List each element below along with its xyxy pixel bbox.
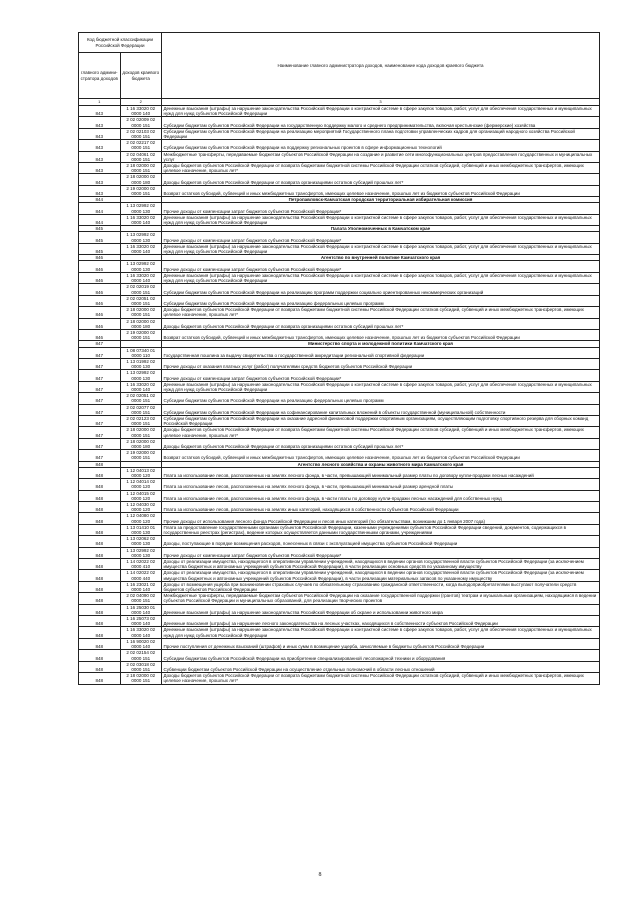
table-row <box>79 151 600 162</box>
table-row <box>79 272 600 283</box>
revenue-name-cell: Денежные взыскания (штрафы) за нарушение законодательства Российской Федерации о контрактной системе в сфере закупок товаров, работ, услуг для обеспечения государственных и муниципальных нужд для нужд субъектов Российской Федерации <box>162 272 600 283</box>
revenue-name-cell: Доходы от возмещения ущерба при возникновении страховых случаев по обязательному страхованию гражданской ответственности, когда выгодоприобретателями выступают получатели средств бюджетов субъектов Российской Федерации <box>162 581 600 592</box>
revenue-name-cell: Доходы от реализации имущества, находящегося в оперативном управлении учреждений, находящихся в ведении органов государственной власти субъектов Российской Федерации (за исключением имущества бюджетных и автономных учреждений субъектов Российской Федерации), в части реализации материальных запасов по указанному имуществу <box>162 570 600 581</box>
admin-code-cell: 847 <box>79 438 121 449</box>
revenue-name-cell: Субсидии бюджетам субъектов Российской Федерации на реализацию федеральных целевых программ <box>162 393 600 404</box>
revenue-name-cell: Плата за использование лесов, расположенных на землях лесного фонда, в части, превышающей минимальный размер арендной платы <box>162 479 600 490</box>
table-row <box>79 524 600 535</box>
revenue-name-cell: Плата за использование лесов, расположенных на землях лесного фонда, в части платы по договору купли-продажи лесных насаждений для собственных нужд <box>162 490 600 501</box>
revenue-code-cell: 1 13 02992 02 0000 130 <box>120 370 162 381</box>
table-row <box>79 214 600 225</box>
revenue-code-cell: 1 13 02992 02 0000 130 <box>120 261 162 272</box>
table-row <box>79 415 600 426</box>
revenue-name-cell: Денежные взыскания (штрафы) за нарушение законодательства Российской Федерации о контрактной системе в сфере закупок товаров, работ, услуг для обеспечения государственных и муниципальных нужд для нужд субъектов Российской Федерации <box>162 243 600 254</box>
revenue-name-cell: Денежные взыскания (штрафы) за нарушение лесного законодательства на лесных участках, находящихся в собственности субъектов Российской Федерации <box>162 616 600 627</box>
column-index: 1 <box>79 99 121 106</box>
table-row <box>79 502 600 513</box>
revenue-name-cell: Возврат остатков субсидий, субвенций и иных межбюджетных трансфертов, имеющих целевое назначение, прошлых лет из бюджетов субъектов Российской Федерации <box>162 450 600 461</box>
revenue-code-cell: 2 19 02000 02 0000 151 <box>120 329 162 340</box>
admin-code-cell: 843 <box>79 174 121 185</box>
admin-code-cell: 848 <box>79 559 121 570</box>
revenue-name-cell: Денежные взыскания (штрафы) за нарушение законодательства Российской Федерации о контрактной системе в сфере закупок товаров, работ, услуг для обеспечения государственных и муниципальных нужд для нужд субъектов Российской Федерации <box>162 214 600 225</box>
revenue-name-cell: Прочие доходы от компенсации затрат бюджетов субъектов Российской Федерации* <box>162 203 600 214</box>
revenue-name-cell: Межбюджетные трансферты, передаваемые бюджетам субъектов Российской Федерации на оказание государственной поддержки (грантов) театрам и музыкальным организациям, находящимся в ведении субъектов Российской Федерации и муниципальных образований, для реализации творческих проектов <box>162 593 600 604</box>
admin-code-cell: 846 <box>79 329 121 340</box>
admin-code-cell: 847 <box>79 358 121 369</box>
revenue-name-cell: Прочие доходы от компенсации затрат бюджетов субъектов Российской Федерации* <box>162 370 600 381</box>
table-row <box>79 140 600 151</box>
revenue-code-cell: 2 18 02000 02 0000 180 <box>120 438 162 449</box>
revenue-code-cell: 1 12 04080 02 0000 120 <box>120 513 162 524</box>
revenue-name-cell: Петропавловск-Камчатская городская территориальная избирательная комиссия <box>162 197 600 203</box>
admin-code-cell: 848 <box>79 593 121 604</box>
revenue-name-cell: Прочие доходы от компенсации затрат бюджетов субъектов Российской Федерации* <box>162 232 600 243</box>
revenue-code-cell: 2 02 04090 02 0000 151 <box>120 593 162 604</box>
admin-code-cell: 847 <box>79 393 121 404</box>
revenue-name-cell: Субсидии бюджетам субъектов Российской Федерации на реализацию программ поддержки социально ориентированных некоммерческих организаций <box>162 284 600 295</box>
revenue-code-cell: 2 02 02051 02 0000 151 <box>120 393 162 404</box>
admin-code-cell: 848 <box>79 616 121 627</box>
admin-code-cell: 843 <box>79 151 121 162</box>
revenue-code-cell: 2 02 04061 02 0000 151 <box>120 151 162 162</box>
revenue-code-cell: 2 18 02000 02 0000 180 <box>120 174 162 185</box>
revenue-code-cell: 1 12 04013 02 0000 120 <box>120 467 162 478</box>
admin-code-cell: 843 <box>79 163 121 174</box>
table-row <box>79 570 600 581</box>
admin-code-cell: 848 <box>79 490 121 501</box>
revenue-code-cell: 1 13 02992 02 0000 130 <box>120 232 162 243</box>
admin-code-cell: 848 <box>79 661 121 672</box>
admin-code-cell: 846 <box>79 284 121 295</box>
table-row <box>79 650 600 661</box>
revenue-name-cell: Агентство лесного хозяйства и охраны животного мира Камчатского края <box>162 461 600 467</box>
revenue-name-cell: Прочие доходы от использования лесного фонда Российской Федерации и лесов иных категорий (по обязательствам, возникшим до 1 января 2007 года) <box>162 513 600 524</box>
admin-code-cell: 845 <box>79 226 121 232</box>
admin-code-cell: 845 <box>79 232 121 243</box>
revenue-name-cell: Доходы бюджетов субъектов Российской Федерации от возврата бюджетами бюджетной системы Российской Федерации остатков субсидий, субвенций и иных межбюджетных трансфертов, имеющих целевое назначение, прошлых лет* <box>162 163 600 174</box>
header-revenue-code: доходов краевого бюджета <box>120 53 162 99</box>
revenue-codes-table <box>78 32 600 685</box>
revenue-code-cell: 1 16 33020 02 0000 140 <box>120 627 162 638</box>
admin-code-cell: 848 <box>79 673 121 684</box>
admin-code-cell: 848 <box>79 479 121 490</box>
admin-code-cell: 845 <box>79 243 121 254</box>
admin-code-cell: 847 <box>79 450 121 461</box>
revenue-name-cell: Субсидии бюджетам субъектов Российской Федерации на софинансирование капитальных вложений в объекты государственной (муниципальной) собственности <box>162 404 600 415</box>
revenue-name-cell: Плата за использование лесов, расположенных на землях иных категорий, находящихся в собственности субъектов Российской Федерации <box>162 502 600 513</box>
admin-code-cell: 848 <box>79 513 121 524</box>
table-row <box>79 661 600 672</box>
table-row <box>79 307 600 318</box>
revenue-name-cell: Субсидии бюджетам субъектов Российской Федерации на реализацию мероприятий Государственного плана подготовки управленческих кадров для организаций народного хозяйства Российской Федерации <box>162 128 600 139</box>
revenue-name-cell: Возврат остатков субсидий, субвенций и иных межбюджетных трансфертов, имеющих целевое назначение, прошлых лет из бюджетов субъектов Российской Федерации <box>162 185 600 196</box>
revenue-code-cell: 2 02 02051 02 0000 151 <box>120 295 162 306</box>
revenue-name-cell: Денежные взыскания (штрафы) за нарушение законодательства Российской Федерации о контрактной системе в сфере закупок товаров, работ, услуг для обеспечения государственных и муниципальных нужд для нужд субъектов Российской Федерации <box>162 381 600 392</box>
revenue-name-cell: Палата Уполномоченных в Камчатском крае <box>162 226 600 232</box>
revenue-name-cell: Субсидии бюджетам субъектов Российской Федерации на государственную поддержку малого и среднего предпринимательства, включая крестьянские (фермерские) хозяйства <box>162 117 600 128</box>
table-row <box>79 295 600 306</box>
table-row <box>79 185 600 196</box>
table-row <box>79 117 600 128</box>
revenue-name-cell: Возврат остатков субсидий, субвенций и иных межбюджетных трансфертов, имеющих целевое назначение, прошлых лет из бюджетов субъектов Российской Федерации <box>162 329 600 340</box>
table-row <box>79 581 600 592</box>
header-code-group: Код бюджетной классификации Российской Федерации <box>79 33 162 53</box>
table-row <box>79 370 600 381</box>
admin-code-cell: 848 <box>79 547 121 558</box>
revenue-code-cell: 1 16 33020 02 0000 140 <box>120 272 162 283</box>
revenue-name-cell: Субсидии бюджетам субъектов Российской Федерации на реализацию федеральных целевых программ <box>162 295 600 306</box>
admin-code-cell: 848 <box>79 604 121 615</box>
table-row <box>79 559 600 570</box>
table-row <box>79 593 600 604</box>
revenue-name-cell: Субсидии бюджетам субъектов Российской Федерации на поддержку региональных проектов в сфере информационных технологий <box>162 140 600 151</box>
revenue-name-cell: Доходы бюджетов субъектов Российской Федерации от возврата бюджетами бюджетной системы Российской Федерации остатков субсидий, субвенций и иных межбюджетных трансфертов, имеющих целевое назначение, прошлых лет* <box>162 427 600 438</box>
admin-code-cell: 847 <box>79 427 121 438</box>
revenue-code-cell: 1 14 02022 02 0000 440 <box>120 570 162 581</box>
revenue-name-cell: Агентство по внутренней политике Камчатского края <box>162 255 600 261</box>
table-row <box>79 467 600 478</box>
revenue-name-cell: Плата за использование лесов, расположенных на землях лесного фонда, в части, превышающей минимальный размер платы по договору купли-продажи лесных насаждений <box>162 467 600 478</box>
revenue-code-cell: 2 02 03018 02 0000 151 <box>120 661 162 672</box>
revenue-name-cell: Субсидии бюджетам субъектов Российской Федерации на оказание адресной финансовой поддержки спортивным организациям, осуществляющим подготовку спортивного резерва для сборных команд Российской Федерации <box>162 415 600 426</box>
revenue-code-cell: 2 19 02000 02 0000 151 <box>120 450 162 461</box>
revenue-code-cell: 2 02 02103 02 0000 151 <box>120 128 162 139</box>
admin-code-cell: 848 <box>79 502 121 513</box>
revenue-code-cell: 1 16 23021 02 0000 140 <box>120 581 162 592</box>
revenue-name-cell: Доходы бюджетов субъектов Российской Федерации от возврата бюджетами бюджетной системы Российской Федерации остатков субсидий, субвенций и иных межбюджетных трансфертов, имеющих целевое назначение, прошлых лет* <box>162 307 600 318</box>
revenue-code-cell: 2 18 02000 02 0000 151 <box>120 307 162 318</box>
revenue-name-cell: Прочие доходы от оказания платных услуг (работ) получателями средств бюджетов субъектов Российской Федерации <box>162 358 600 369</box>
table-row <box>79 638 600 649</box>
admin-code-cell: 846 <box>79 272 121 283</box>
revenue-code-cell: 1 12 04015 02 0000 120 <box>120 490 162 501</box>
table-row <box>79 393 600 404</box>
revenue-code-cell: 1 13 02992 02 0000 130 <box>120 547 162 558</box>
table-row <box>79 318 600 329</box>
admin-code-cell: 847 <box>79 347 121 358</box>
admin-code-cell: 848 <box>79 467 121 478</box>
admin-code-cell: 844 <box>79 203 121 214</box>
revenue-name-cell: Министерство спорта и молодежной политики Камчатского края <box>162 341 600 347</box>
admin-code-cell: 847 <box>79 341 121 347</box>
revenue-code-cell: 2 02 02217 02 0000 151 <box>120 140 162 151</box>
table-row <box>79 450 600 461</box>
column-index: 3 <box>162 99 600 106</box>
revenue-name-cell: Доходы бюджетов субъектов Российской Федерации от возврата организациями остатков субсидий прошлых лет* <box>162 438 600 449</box>
admin-code-cell: 844 <box>79 214 121 225</box>
table-row <box>79 243 600 254</box>
revenue-name-cell: Прочие доходы от компенсации затрат бюджетов субъектов Российской Федерации* <box>162 261 600 272</box>
table-row <box>79 381 600 392</box>
admin-code-cell: 848 <box>79 461 121 467</box>
admin-code-cell: 846 <box>79 255 121 261</box>
admin-code-cell: 847 <box>79 404 121 415</box>
table-row <box>79 547 600 558</box>
admin-code-cell: 848 <box>79 650 121 661</box>
table-row <box>79 128 600 139</box>
revenue-code-cell: 1 16 90020 02 0000 140 <box>120 638 162 649</box>
revenue-code-cell: 2 02 02077 02 0000 151 <box>120 404 162 415</box>
table-row <box>79 347 600 358</box>
table-row <box>79 536 600 547</box>
admin-code-cell: 843 <box>79 128 121 139</box>
revenue-name-cell: Денежные взыскания (штрафы) за нарушение законодательства Российской Федерации о контрактной системе в сфере закупок товаров, работ, услуг для обеспечения государственных и муниципальных нужд для нужд субъектов Российской Федерации <box>162 106 600 117</box>
table-row <box>79 513 600 524</box>
revenue-code-cell: 2 18 02000 02 0000 151 <box>120 427 162 438</box>
admin-code-cell: 846 <box>79 261 121 272</box>
revenue-name-cell: Доходы бюджетов субъектов Российской Федерации от возврата бюджетами бюджетной системы Российской Федерации остатков субсидий, субвенций и иных межбюджетных трансфертов, имеющих целевое назначение, прошлых лет* <box>162 673 600 684</box>
table-row <box>79 404 600 415</box>
revenue-code-cell: 2 18 02000 02 0000 151 <box>120 163 162 174</box>
revenue-code-cell: 1 14 02022 02 0000 410 <box>120 559 162 570</box>
admin-code-cell: 847 <box>79 381 121 392</box>
revenue-code-cell: 2 02 02019 02 0000 151 <box>120 284 162 295</box>
table-row <box>79 232 600 243</box>
admin-code-cell: 848 <box>79 638 121 649</box>
admin-code-cell: 848 <box>79 524 121 535</box>
table-row <box>79 616 600 627</box>
revenue-code-cell: 1 13 02992 02 0000 130 <box>120 203 162 214</box>
column-index: 2 <box>120 99 162 106</box>
revenue-name-cell: Доходы, поступающие в порядке возмещения расходов, понесенных в связи с эксплуатацией имущества субъектов Российской Федерации <box>162 536 600 547</box>
table-row <box>79 163 600 174</box>
revenue-code-cell: 2 02 02123 02 0000 151 <box>120 415 162 426</box>
admin-code-cell: 843 <box>79 106 121 117</box>
revenue-code-cell: 2 02 02009 02 0000 151 <box>120 117 162 128</box>
admin-code-cell: 847 <box>79 415 121 426</box>
revenue-code-cell: 2 18 02000 02 0000 180 <box>120 318 162 329</box>
revenue-code-cell: 1 16 33020 02 0000 140 <box>120 214 162 225</box>
table-row <box>79 438 600 449</box>
table-row <box>79 490 600 501</box>
revenue-code-cell: 1 16 33020 02 0000 140 <box>120 106 162 117</box>
revenue-code-cell: 2 19 02000 02 0000 151 <box>120 185 162 196</box>
revenue-name-cell: Субвенции бюджетам субъектов Российской Федерации на осуществление отдельных полномочий в области лесных отношений <box>162 661 600 672</box>
revenue-name-cell: Прочие поступления от денежных взысканий (штрафов) и иных сумм в возмещение ущерба, зачисляемые в бюджеты субъектов Российской Федерации <box>162 638 600 649</box>
table-row <box>79 203 600 214</box>
revenue-name-cell: Плата за предоставление государственными органами субъектов Российской Федерации, казенными учреждениями субъектов Российской Федерации сведений, документов, содержащихся в государственных реестрах (регистрах), ведение которых осуществляется данными государственными органами, учреждениями <box>162 524 600 535</box>
admin-code-cell: 843 <box>79 117 121 128</box>
revenue-name-cell: Доходы бюджетов субъектов Российской Федерации от возврата организациями остатков субсидий прошлых лет* <box>162 174 600 185</box>
admin-code-cell: 843 <box>79 140 121 151</box>
revenue-code-cell: 1 12 04030 02 0000 120 <box>120 502 162 513</box>
admin-code-cell: 847 <box>79 370 121 381</box>
admin-code-cell: 846 <box>79 295 121 306</box>
admin-code-cell: 846 <box>79 318 121 329</box>
admin-code-cell: 848 <box>79 627 121 638</box>
admin-code-cell: 843 <box>79 185 121 196</box>
revenue-table-page <box>78 32 600 685</box>
revenue-name-cell: Прочие доходы от компенсации затрат бюджетов субъектов Российской Федерации* <box>162 547 600 558</box>
table-row <box>79 261 600 272</box>
table-row <box>79 479 600 490</box>
table-row <box>79 174 600 185</box>
page-number: 8 <box>318 872 322 878</box>
revenue-code-cell: 2 02 02154 02 0000 151 <box>120 650 162 661</box>
admin-code-cell: 848 <box>79 536 121 547</box>
revenue-code-cell: 1 16 25073 02 0000 140 <box>120 616 162 627</box>
header-name: Наименование главного администратора доходов, наименование кода доходов краевого бюджета <box>162 33 600 99</box>
table-row <box>79 329 600 340</box>
admin-code-cell: 848 <box>79 581 121 592</box>
table-row <box>79 427 600 438</box>
revenue-name-cell: Межбюджетные трансферты, передаваемые бюджетам субъектов Российской Федерации на создание и развитие сети многофункциональных центров предоставления государственных и муниципальных услуг <box>162 151 600 162</box>
header-admin-code: главного админи-стратора доходов <box>79 53 121 99</box>
revenue-code-cell: 1 16 33020 02 0000 140 <box>120 381 162 392</box>
table-row <box>79 604 600 615</box>
revenue-name-cell: Денежные взыскания (штрафы) за нарушение законодательства Российской Федерации о контрактной системе в сфере закупок товаров, работ, услуг для обеспечения государственных и муниципальных нужд для нужд субъектов Российской Федерации <box>162 627 600 638</box>
table-row <box>79 673 600 684</box>
revenue-name-cell: Доходы от реализации имущества, находящегося в оперативном управлении учреждений, находящихся в ведении органов государственной власти субъектов Российской Федерации (за исключением имущества бюджетных и автономных учреждений субъектов Российской Федерации), в части реализации основных средств по указанному имуществу <box>162 559 600 570</box>
table-row <box>79 627 600 638</box>
table-row <box>79 106 600 117</box>
revenue-name-cell: Государственная пошлина за выдачу свидетельства о государственной аккредитации региональной спортивной федерации <box>162 347 600 358</box>
admin-code-cell: 848 <box>79 570 121 581</box>
revenue-code-cell: 1 12 04014 02 0000 120 <box>120 479 162 490</box>
revenue-code-cell: 1 08 07340 01 0000 110 <box>120 347 162 358</box>
revenue-code-cell: 1 13 02062 02 0000 130 <box>120 536 162 547</box>
revenue-name-cell: Денежные взыскания (штрафы) за нарушение законодательства Российской Федерации об охране и использовании животного мира <box>162 604 600 615</box>
revenue-code-cell: 1 13 01992 02 0000 130 <box>120 358 162 369</box>
revenue-code-cell: 1 16 25030 01 0000 140 <box>120 604 162 615</box>
revenue-code-cell: 1 13 01410 01 0000 130 <box>120 524 162 535</box>
table-row <box>79 284 600 295</box>
revenue-code-cell: 2 18 02000 02 0000 151 <box>120 673 162 684</box>
admin-code-cell: 846 <box>79 307 121 318</box>
revenue-name-cell: Доходы бюджетов субъектов Российской Федерации от возврата организациями остатков субсидий прошлых лет* <box>162 318 600 329</box>
table-row <box>79 358 600 369</box>
revenue-name-cell: Субсидии бюджетам субъектов Российской Федерации на приобретение специализированной лесопожарной техники и оборудования <box>162 650 600 661</box>
table-body <box>79 106 600 685</box>
revenue-code-cell: 1 16 33020 02 0000 140 <box>120 243 162 254</box>
admin-code-cell: 844 <box>79 197 121 203</box>
